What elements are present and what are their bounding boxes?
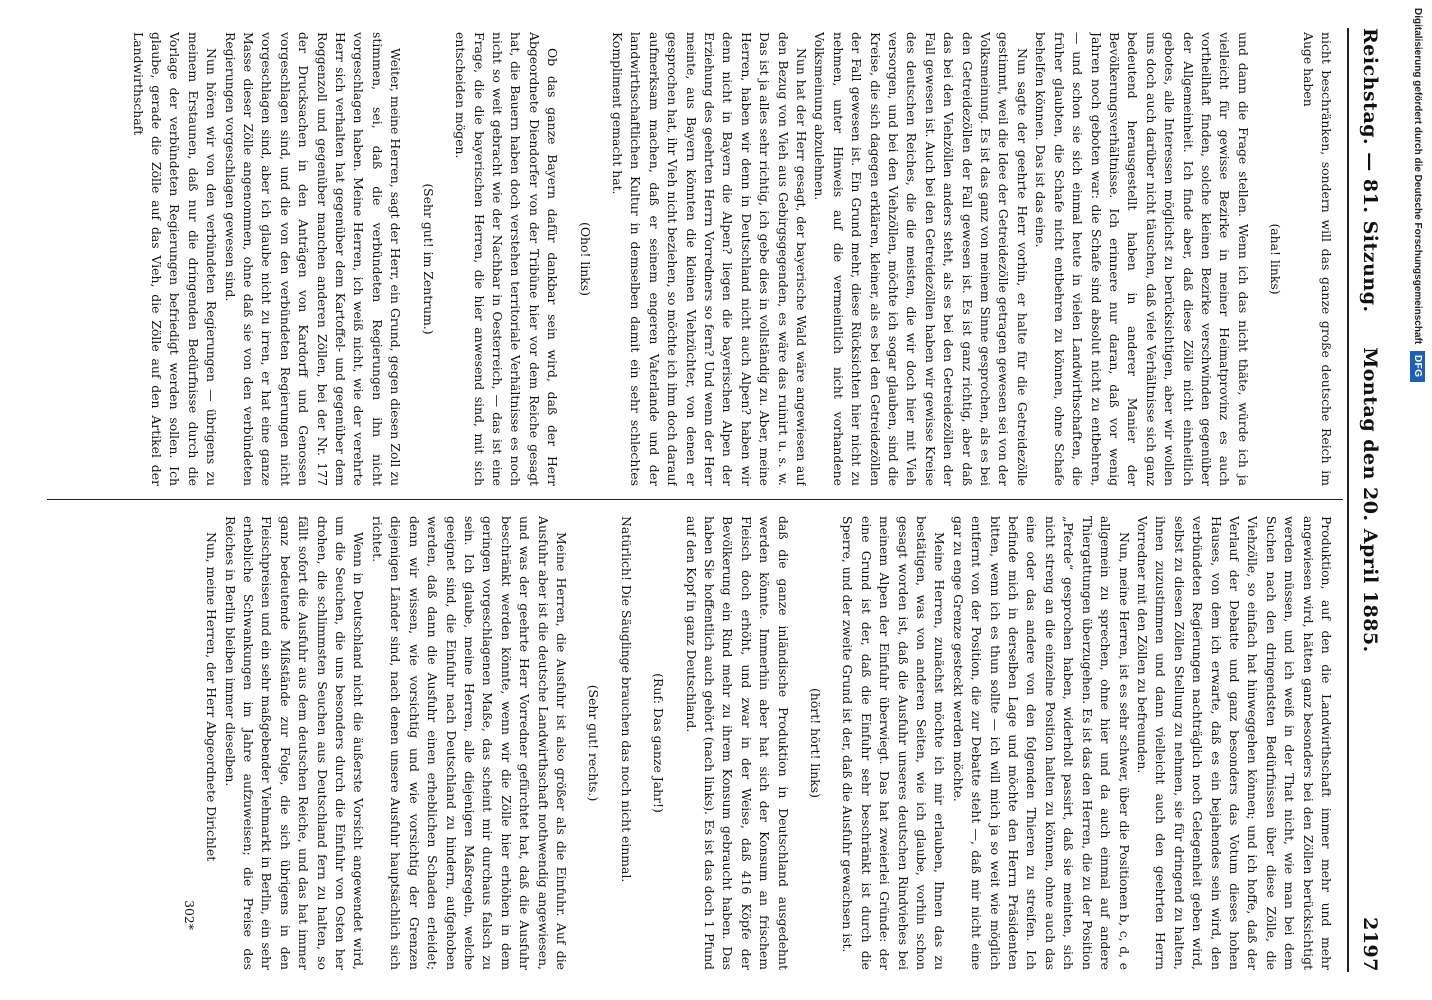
interjection: (Sehr gut! rechts.) bbox=[586, 684, 602, 802]
interjection: (Sehr gut! im Zentrum.) bbox=[420, 183, 436, 335]
paragraph: und dann die Frage stellen. Wenn ich das nicht thäte, würde ich ja vielleicht für gewisse Bezirke in meiner Heimatprovinz es auch vortheilhaft finden, solche kleinen Bezirke verschwinden gegenüber der Allgemeinheit. Ich finde aber, daß diese Zölle nicht einheitlich gebotes, alle Interessen möglichst zu berücksichtigen, aber wir wollen uns doch auch darüber nicht täuschen, daß viele Verhältnisse sich ganz bedeutend herausgestellt haben in anderer Manier der Bevölkerungsverhältnisse. Ich erinnere nur daran, daß vor wenig Jahren noch geboten war: die Schafe sind absolut nicht zu entbehren, — und schon sie sich einmal heute in vielen Landwirthschaften, die früher glaubten, die Schafe nicht entbehren zu können, ohne Schafe behelfen können. Das ist das eine. bbox=[1033, 32, 1251, 486]
interjection: (Ruf: Das ganze Jahr!) bbox=[651, 673, 667, 813]
column-divider bbox=[47, 499, 1343, 500]
paragraph: Nun sagte der geehrte Herr vorhin, er halte für die Getreidezölle gestimmt, weil die Idee der Getreidezölle getragen gewesen sei von der Volksmeinung. Es ist das ganz von meinem Sinne gesprochen, als es bei den Getreidezöllen der Fall gewesen ist. Es ist ganz richtig, aber daß das bei den Viehzöllen anders steht, als es bei den Getreidezöllen der Fall gewesen ist. Auch bei den Getreidezöllen haben wir gewisse Kreise des deutschen Reiches, die die meisten, die wir doch hier mit Vieh versorgen, und bei den Viehzöllen, möchte ich sogar glauben, sind die Kreise, die sich dagegen erklären, kleiner, als es bei den Getreidezöllen der Fall gewesen ist. Ein Grund mehr, diese Rücksichten hier nicht zu nehmen, unter Hinweis auf die vermeintlich nicht vorhandene Volksmeinung abzulehnen. bbox=[812, 32, 1030, 486]
paragraph: Meine Herren, die Ausfuhr ist also größer als die Einfuhr. Auf die Ausfuhr aber ist die deutsche Landwirthschaft nothwendig angewiesen, und was der geehrte Herr Vorredner gefürchtet hat, daß die Ausfuhr beschränkt werden könnte, wenn wir die Zölle hier erhöhen in dem geringen vorgeschlagenen Maße, das scheint mir durchaus falsch zu sein. Ich glaube, meine Herren, alle diejenigen Maßregeln, welche geeignet sind, die Einfuhr nach Deutschland zu hindern, aufgehoben werden, daß dann die Ausfuhr einen erheblichen Schaden erleidet; denn wir wissen, wie vorsichtig und wie vorsichtig der Grenzen diejenigen Länder sind, nach denen unsere Ausfuhr hauptsächlich sich richtet. bbox=[369, 516, 569, 970]
paragraph: Nun hat der Herr gesagt, der bayerische Wald wäre angewiesen auf den Bezug von Vieh aus Gebirgsgegenden, es wäre das ruinirt u. s. w. Das ist ja alles sehr richtig, ich gebe dies in vollständig zu. Aber, meine Herren, haben wir denn in Deutschland nicht auch Alpen? haben wir denn nicht in Bayern die Alpen? liegen die bayerischen Alpen der Erziehung des geehrten Herrn Vorredners so fern? Und wenn der Herr meinte, aus Bayern könnten die kleinen Viehzüchter, von denen er gesprochen hat, ihr Vieh nicht beziehen, so möchte ich ihm doch darauf aufmerksam machen, daß er seinem engeren Vaterlande und der landwirthschaftlichen Kultur in demselben damit ein sehr schlechtes Kompliment gemacht hat. bbox=[609, 32, 810, 486]
dfg-logo: DFG bbox=[1410, 351, 1425, 382]
header-date: Montag den 20. April 1885. bbox=[1359, 347, 1381, 653]
paragraph: Nun hören wir von den verbündeten Regierungen — übrigens zu meinem Erstaunen, daß nur die dringenden Bedürfnisse durch die Vorlage der verbündeten Regierungen befriedigt werden sollen. Ich glaube, gerade die Zölle auf das Vieh, die Zölle auf den Artikel der Landwirthschaft bbox=[130, 32, 220, 486]
paragraph: nicht beschränken, sondern will das ganze große deutsche Reich im Auge haben bbox=[1300, 32, 1334, 486]
paragraph: Nun, meine Herren, der Herr Abgeordnete Dirichlet bbox=[204, 532, 220, 862]
right-column bbox=[45, 516, 1335, 970]
paragraph: daß die ganze inländische Produktion in Deutschland ausgedehnt werden könnte. Immerhin aber hat sich der Konsum an frischem Fleisch doch erhöht, und zwar in der Weise, daß 416 Köpfe der Bevölkerung ein Rind mehr zu ihrem Konsum gebraucht haben. Das haben Sie hoffentlich auch gehört (nach links). Es ist das doch 1 Pfund auf den Kopf in ganz Deutschland. bbox=[683, 516, 791, 970]
left-column bbox=[45, 32, 1335, 486]
header-rule bbox=[1347, 28, 1349, 972]
paragraph: Produktion, auf den die Landwirthschaft immer mehr und mehr angewiesen wird, hätten ganz besonders bei den Zöllen berücksichtigt werden müssen, und ich weiß in der That nicht, wie man bei dem Suchen nach den dringendsten Bedürfnissen über diese Zölle, die Viehzölle, so einfach hat hinweggehen können; und ich hoffe, daß der Verlauf der Debatte und ganz besonders das Votum dieses hohen Hauses, von dem ich erwarte, daß es ein bejahendes sein wird, den verbündeten Regierungen nachträglich noch Gelegenheit geben wird, selbst zu diesen Zöllen Stellung zu nehmen, sie für dringend zu halten, ihnen zuzustimmen und dann vielleicht auch den geehrten Herrn Vorredner mit den Zöllen zu befreunden. bbox=[1134, 516, 1334, 970]
page-number: 2197 bbox=[1359, 917, 1381, 972]
newspaper-page bbox=[23, 10, 1409, 990]
interjection: (Oho! links) bbox=[577, 222, 593, 296]
paragraph: Natürlich! Die Säuglinge brauchen das noch nicht einmal. bbox=[618, 516, 634, 883]
interjection: (aha! links) bbox=[1268, 223, 1284, 295]
paragraph: Ob das ganze Bayern dafür dankbar sein wird, daß der Herr Abgeordnete Diendorfer von der Tribüne hier vor dem Reiche gesagt hat, die Bauern haben doch verstehen territoriale Verhältnisse es noch nicht so weit gebracht wie der Nachbar in Oesterreich, — das ist eine Frage, die die bayerischen Herren, die hier anwesend sind, mit sich entscheiden mögen. bbox=[453, 32, 561, 486]
sheet-signature: 302* bbox=[181, 900, 197, 930]
page-header bbox=[1351, 28, 1381, 972]
paragraph: Wenn in Deutschland nicht die äußerste Vorsicht angewendet wird, um die Seuchen, die uns besonders durch die Einfuhr von Osten her drohen, die schlimmsten Seuchen aus Deutschland fern zu halten, so fällt sofort die Ausfuhr aus dem deutschen Reiche, und das hat immer ganz bedeutende Mißstände zur Folge, die sich übrigens in den Fleischpreisen und ein sehr maßgebender Viehmarkt in Berlin, ein sehr erhebliche Schwankungen im Jahre aufzuweisen; die Preise des Reiches in Berlin bleiben immer dieselben. bbox=[222, 516, 367, 970]
paragraph: Weiter, meine Herren, sagt der Herr, ein Grund, gegen diesen Zoll zu stimmen, sei, daß die verbündeten Regierungen ihn nicht vorgeschlagen haben. Meine Herren, ich weiß nicht, wie der verehrte Herr sich verhalten hat gegenüber dem Kartoffel- und gegenüber dem Roggenzoll und gegenüber manchen anderen Zöllen, bei der Nr. 177 der Drucksachen in den Anträgen von Kardorff und Genossen vorgeschlagen sind, und die von den verbündeten Regierungen nicht vorgeschlagen sind, aber ich glaube nicht zu irren, er hat eine ganze Masse dieser Zölle angenommen, ohne daß sie von den verbündeten Regierungen vorgeschlagen gewesen sind. bbox=[222, 32, 404, 486]
stamp-text: Digitalisierung gefördert durch die Deutsche Forschungsgemeinschaft bbox=[1411, 8, 1423, 345]
header-session: Reichstag. — 81. Sitzung. bbox=[1359, 28, 1381, 313]
paragraph: Nun, meine Herren, ist es sehr schwer, über die Positionen b, c, d, e allgemein zu sprechen, ohne hier und da auch einmal auf andere Thiergattungen überzugehen. Es ist das den Herren, die zu der Position „Pferde“ gesprochen haben, widerholt passirt, daß sie meinten, sich nicht streng an die einzelne Position halten zu können, ohne auch das eine oder das andere von den folgenden Thieren zu streifen. Ich befinde mich in derselben Lage und möchte den Herrn Präsidenten bitten, wenn ich es thun sollte — ich will mich ja so weit wie möglich entfernt von der Position, die zur Debatte steht —, daß mir nicht eine gar zu enge Grenze gesteckt werden möchte. bbox=[950, 516, 1132, 970]
paragraph: Meine Herren, zunächst möchte ich mir erlauben, Ihnen das zu bestätigen, was von anderen Seiten, wie ich glaube, vorhin schon gesagt worden ist, daß die Ausfuhr unseres deutschen Rindviehes bei meinem Alpen der Einfuhr überwiegt. Das hat zweierlei Gründe: der eine Grund ist der, daß die Einfuhr sehr beschränkt ist durch die Sperre, und der zweite Grund ist der, daß die Ausfuhr gewachsen ist. bbox=[840, 516, 948, 970]
interjection: (hört! hört! links) bbox=[808, 688, 824, 798]
